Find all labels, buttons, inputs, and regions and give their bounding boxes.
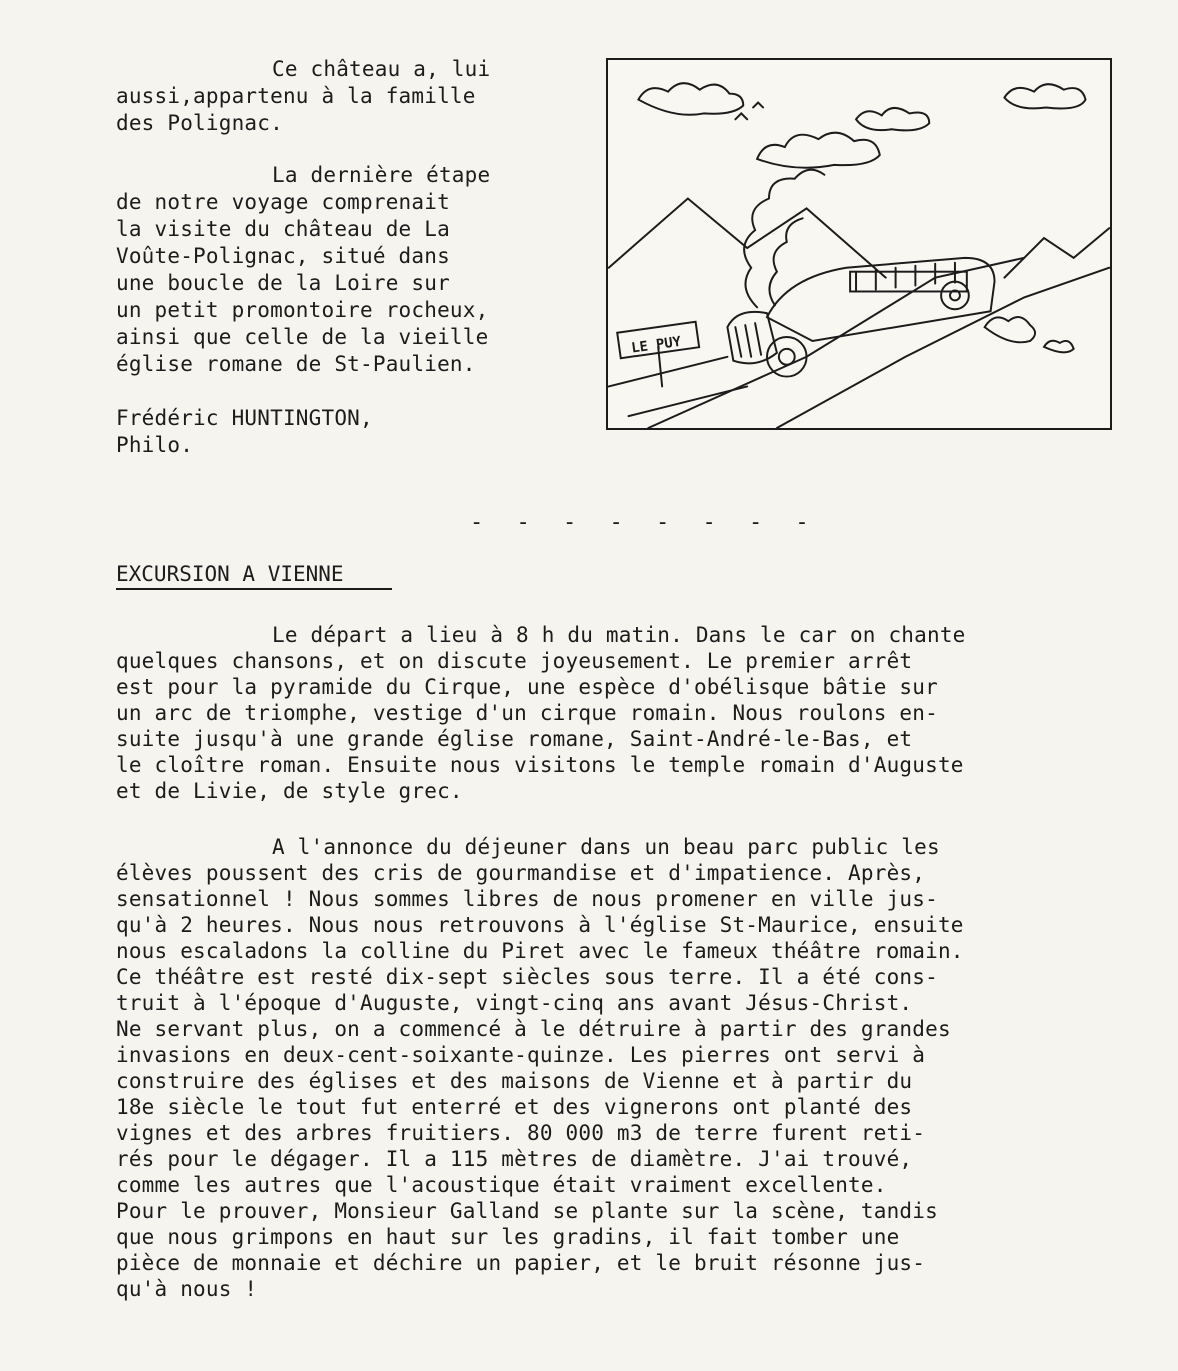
body-line: nous escaladons la colline du Piret avec le fameux théâtre romain. [116,939,964,963]
intro-line: ainsi que celle de la vieille [116,325,489,349]
intro-line: de notre voyage comprenait [116,190,450,214]
intro-line: un petit promontoire rocheux, [116,298,489,322]
bus-drawing [608,60,1110,428]
body-line: sensationnel ! Nous sommes libres de nous promener en ville jus- [116,887,938,911]
body-line: quelques chansons, et on discute joyeusement. Le premier arrêt [116,649,913,673]
intro-line: La dernière étape [272,163,491,187]
intro-line: Voûte-Polignac, situé dans [116,244,450,268]
body-line: et de Livie, de style grec. [116,779,463,803]
body-line: Ce théâtre est resté dix-sept siècles sous terre. Il a été cons- [116,965,938,989]
intro-line: une boucle de la Loire sur [116,271,450,295]
body-line: le cloître roman. Ensuite nous visitons le temple romain d'Auguste [116,753,964,777]
body-line: que nous grimpons en haut sur les gradins, il fait tomber une [116,1225,900,1249]
body-line: truit à l'époque d'Auguste, vingt-cinq ans avant Jésus-Christ. [116,991,913,1015]
intro-line: des Polignac. [116,111,283,135]
body-line: rés pour le dégager. Il a 115 mètres de diamètre. J'ai trouvé, [116,1147,913,1171]
body-line: Le départ a lieu à 8 h du matin. Dans le car on chante [272,623,966,647]
body-line: un arc de triomphe, vestige d'un cirque romain. Nous roulons en- [116,701,938,725]
body-line: Ne servant plus, on a commencé à le détruire à partir des grandes [116,1017,951,1041]
body-line: construire des églises et des maisons de Vienne et à partir du [116,1069,913,1093]
intro-line: aussi,appartenu à la famille [116,84,476,108]
body-line: invasions en deux-cent-soixante-quinze. Les pierres ont servi à [116,1043,926,1067]
body-line: élèves poussent des cris de gourmandise et d'impatience. Après, [116,861,926,885]
body-line: qu'à nous ! [116,1277,258,1301]
body-line: qu'à 2 heures. Nous nous retrouvons à l'église St-Maurice, ensuite [116,913,964,937]
body-line: vignes et des arbres fruitiers. 80 000 m3 de terre furent reti- [116,1121,926,1145]
body-line: pièce de monnaie et déchire un papier, et le bruit résonne jus- [116,1251,926,1275]
author-name: Frédéric HUNTINGTON, [116,406,373,430]
body-line: suite jusqu'à une grande église romane, Saint-André-le-Bas, et [116,727,913,751]
author-class: Philo. [116,433,194,457]
body-line: 18e siècle le tout fut enterré et des vignerons ont planté des [116,1095,913,1119]
intro-line: Ce château a, lui [272,57,491,81]
road-sign-text: LE PUY [630,333,683,357]
body-line: A l'annonce du déjeuner dans un beau parc public les [272,835,940,859]
intro-line: église romane de St-Paulien. [116,352,476,376]
body-line: Pour le prouver, Monsieur Galland se plante sur la scène, tandis [116,1199,938,1223]
bus-on-road-illustration [606,58,1112,430]
section-separator: - - - - - - - - [470,510,819,535]
section-title: EXCURSION A VIENNE [116,562,344,586]
body-line: est pour la pyramide du Cirque, une espèce d'obélisque bâtie sur [116,675,938,699]
title-underline [116,588,392,590]
intro-line: la visite du château de La [116,217,450,241]
body-line: comme les autres que l'acoustique était vraiment excellente. [116,1173,887,1197]
